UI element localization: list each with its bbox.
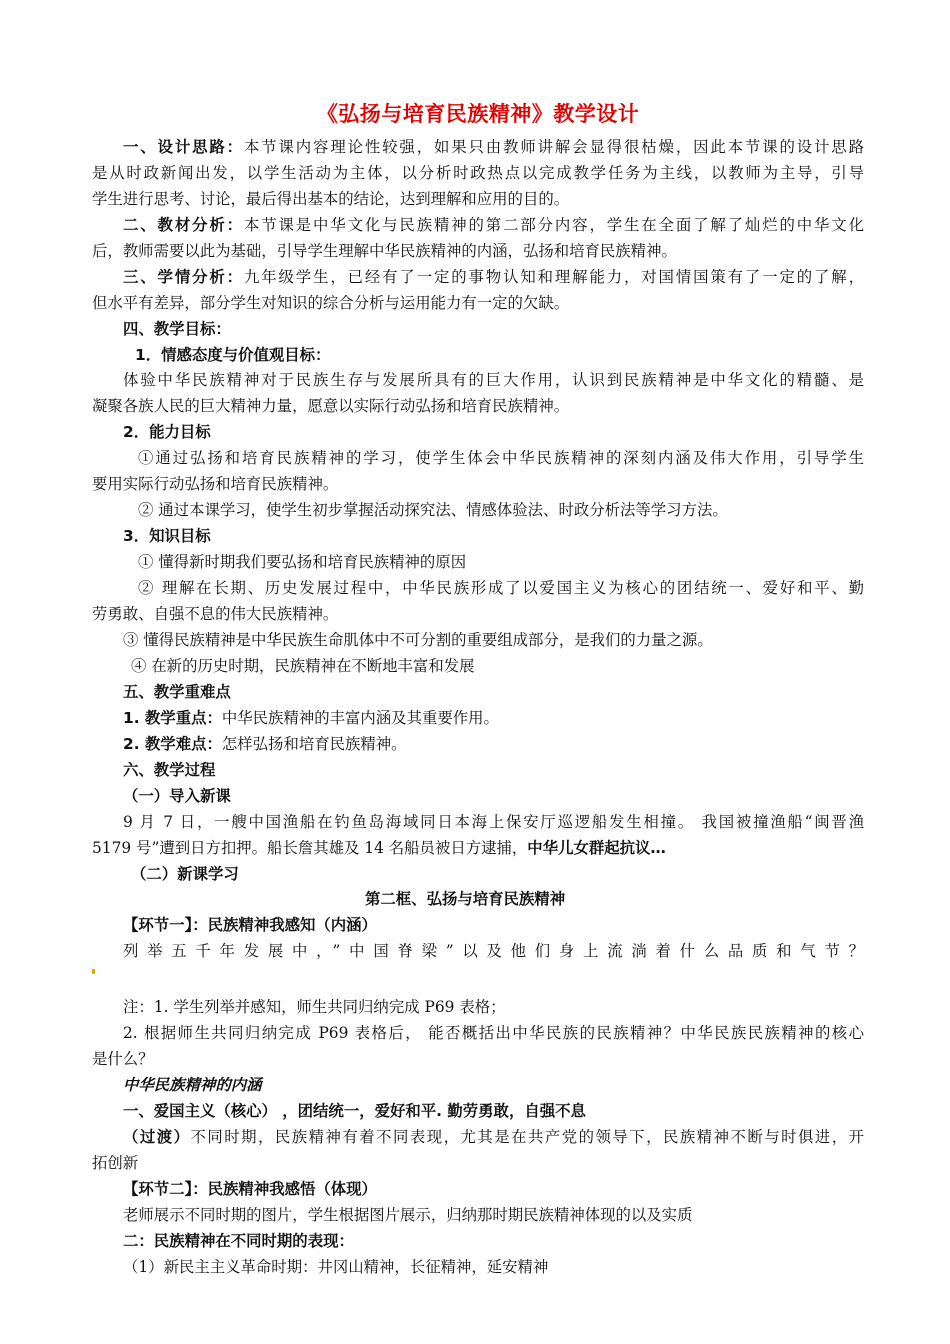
- connotation-point-1: 一、爱国主义（核心） ，团结统一，爱好和平. 勤劳勇敢，自强不息: [123, 1102, 586, 1120]
- link-2-period-1: （1）新民主主义革命时期：井冈山精神，长征精神，延安精神: [123, 1258, 549, 1276]
- objective-3-line-1: ① 懂得新时期我们要弘扬和培育民族精神的原因: [138, 553, 467, 571]
- objective-3-heading: 3．知识目标: [123, 527, 211, 545]
- objective-2-heading: 2．能力目标: [123, 423, 211, 441]
- objective-3-line-3: 劳勇敢、自强不息的伟大民族精神。: [92, 605, 339, 623]
- link-1-question: 列举五千年发展中，”中国脊梁”以及他们身上流淌着什么品质和气节？: [123, 942, 864, 960]
- design-idea-line-2: 是从时政新闻出发，以学生活动为主体，以分析时政热点以完成教学任务为主线，以教师为主导，引导: [92, 164, 864, 182]
- objective-1-line-1: 体验中华民族精神对于民族生存与发展所具有的巨大作用，认识到民族精神是中华文化的精髓、是: [123, 371, 864, 389]
- objective-1-heading: 1．情感态度与价值观目标：: [135, 346, 331, 364]
- link-1-note-1: 注：1. 学生列举并感知，师生共同归纳完成 P69 表格；: [123, 998, 506, 1016]
- key-point-1: 1. 教学重点：中华民族精神的丰富内涵及其重要作用。: [123, 709, 499, 727]
- connotation-heading: 中华民族精神的内涵: [123, 1076, 262, 1094]
- design-idea-heading: 一、设计思路：: [123, 138, 244, 156]
- link-1-heading: 【环节一】：民族精神我感知（内涵）: [123, 916, 377, 934]
- student-analysis-heading: 三、学情分析：: [123, 268, 244, 286]
- material-analysis-line-2: 后，教师需要以此为基础，引导学生理解中华民族精神的内涵，弘扬和培育民族精神。: [92, 242, 677, 260]
- step-1-line-2: 5179 号”遭到日方扣押。船长詹其雄及 14 名船员被日方逮捕，中华儿女群起抗议…: [92, 839, 666, 857]
- link-2-heading: 【环节二】：民族精神我感悟（体现）: [123, 1180, 377, 1198]
- design-idea-line-1: 一、设计思路：本节课内容理论性较强，如果只由教师讲解会显得很枯燥，因此本节课的设计思路: [123, 138, 864, 156]
- objectives-heading: 四、教学目标：: [123, 320, 231, 338]
- yellow-mark: [92, 969, 95, 974]
- objective-3-line-4: ③ 懂得民族精神是中华民族生命肌体中不可分割的重要组成部分，是我们的力量之源。: [123, 631, 713, 649]
- student-analysis-line-1: 三、学情分析：九年级学生，已经有了一定的事物认知和理解能力，对国情国策有了一定的了解，: [123, 268, 864, 286]
- step-1-line-1: 9 月 7 日，一艘中国渔船在钓鱼岛海域同日本海上保安厅巡逻船发生相撞。 我国被撞渔船“闽晋渔: [123, 813, 864, 831]
- objective-2-line-2: 要用实际行动弘扬和培育民族精神。: [92, 475, 339, 493]
- link-1-note-3: 是什么？: [92, 1050, 154, 1068]
- key-point-2: 2. 教学难点：怎样弘扬和培育民族精神。: [123, 735, 407, 753]
- link-2-point-2: 二：民族精神在不同时期的表现：: [123, 1232, 354, 1250]
- objective-3-line-2: ② 理解在长期、历史发展过程中，中华民族形成了以爱国主义为核心的团结统一、爱好和平、勤: [138, 579, 864, 597]
- design-idea-line-3: 学生进行思考、讨论，最后得出基本的结论，达到理解和应用的目的。: [92, 190, 570, 208]
- material-analysis-line-1: 二、教材分析：本节课是中华文化与民族精神的第二部分内容，学生在全面了解了灿烂的中华文化: [123, 216, 864, 234]
- objective-2-line-1: ①通过弘扬和培育民族精神的学习，使学生体会中华民族精神的深刻内涵及伟大作用，引导学生: [138, 449, 864, 467]
- objective-3-line-5: ④ 在新的历史时期，民族精神在不断地丰富和发展: [131, 657, 475, 675]
- link-1-note-2: 2. 根据师生共同归纳完成 P69 表格后， 能否概括出中华民族的民族精神？中华民族民族精神的核心: [123, 1024, 864, 1042]
- process-heading: 六、教学过程: [123, 761, 216, 779]
- transition-line-2: 拓创新: [92, 1154, 139, 1172]
- transition-line-1: （过渡）不同时期，民族精神有着不同表现，尤其是在共产党的领导下，民族精神不断与时俱进，开: [123, 1128, 864, 1146]
- frame-title: 第二框、弘扬与培育民族精神: [365, 890, 566, 908]
- link-2-line-1: 老师展示不同时期的图片，学生根据图片展示，归纳那时期民族精神体现的以及实质: [123, 1206, 693, 1224]
- student-analysis-line-2: 但水平有差异，部分学生对知识的综合分析与运用能力有一定的欠缺。: [92, 294, 570, 312]
- objective-2-line-3: ② 通过本课学习，使学生初步掌握活动探究法、情感体验法、时政分析法等学习方法。: [138, 501, 728, 519]
- material-analysis-heading: 二、教材分析：: [123, 216, 244, 234]
- key-points-heading: 五、教学重难点: [123, 683, 231, 701]
- step-2-heading: （二）新课学习: [131, 865, 239, 883]
- document-title: 《弘扬与培育民族精神》教学设计: [316, 102, 640, 126]
- objective-1-line-2: 凝聚各族人民的巨大精神力量，愿意以实际行动弘扬和培育民族精神。: [92, 397, 570, 415]
- step-1-heading: （一）导入新课: [123, 787, 231, 805]
